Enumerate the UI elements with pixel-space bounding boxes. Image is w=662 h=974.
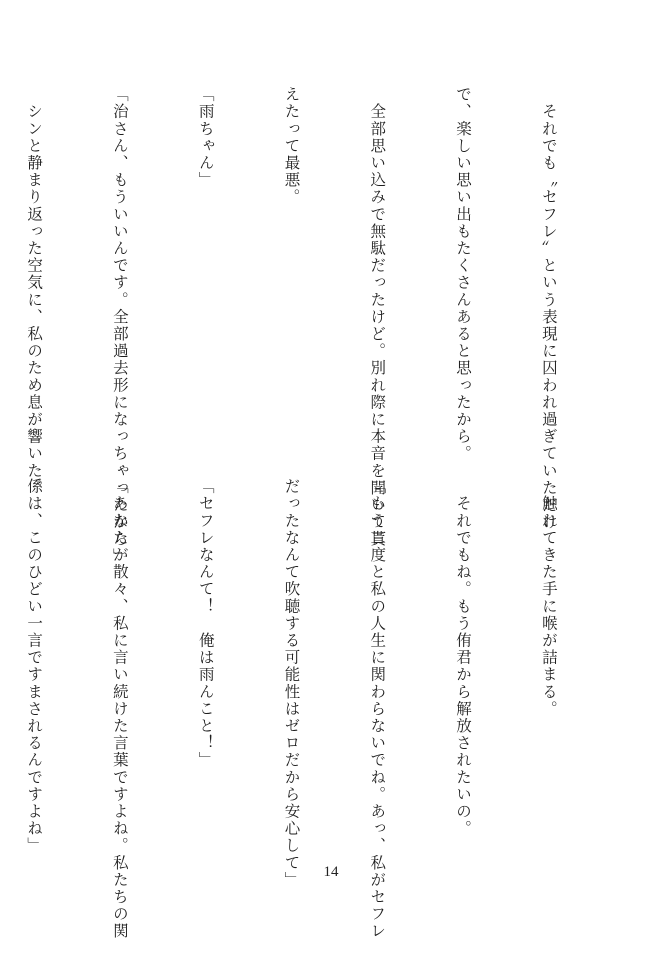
- text-column: 触れてきた手に喉が詰まる。: [539, 478, 558, 718]
- text-column: えたって最悪。: [282, 86, 301, 206]
- text-column: 「セフレなんて！ 俺は雨んこと！」: [196, 478, 215, 769]
- text-column: シンと静まり返った空気に、私のため息が響いた。: [25, 86, 44, 497]
- text-column: それでもね。もう侑君から解放されたいの。: [454, 478, 473, 838]
- text-column: 全部思い込みで無駄だったけど。別れ際に本音を聞いて貰: [368, 86, 387, 548]
- text-column: 「雨ちゃん」: [196, 86, 215, 189]
- text-column: それでも〝セフレ〟という表現に囚われ過ぎていただけ: [539, 86, 558, 531]
- text-column: で、楽しい思い出もたくさんあると思ったから。: [454, 86, 473, 463]
- text-column: 「あなたが散々、私に言い続けた言葉ですよね。私たちの関: [110, 478, 129, 940]
- text-block-upper: [25, 86, 620, 565]
- text-column: 「治さん、もういいんです。全部過去形になっちゃったから」: [110, 86, 129, 565]
- page-number: 14: [323, 864, 339, 880]
- text-column: 「もう二度と私の人生に関わらないでね。あっ、私がセフレ: [368, 478, 387, 940]
- text-column: 係は、このひどい一言ですまされるんですよね」: [25, 478, 44, 855]
- text-column: だったなんて吹聴する可能性はゼロだから安心して」: [282, 478, 301, 889]
